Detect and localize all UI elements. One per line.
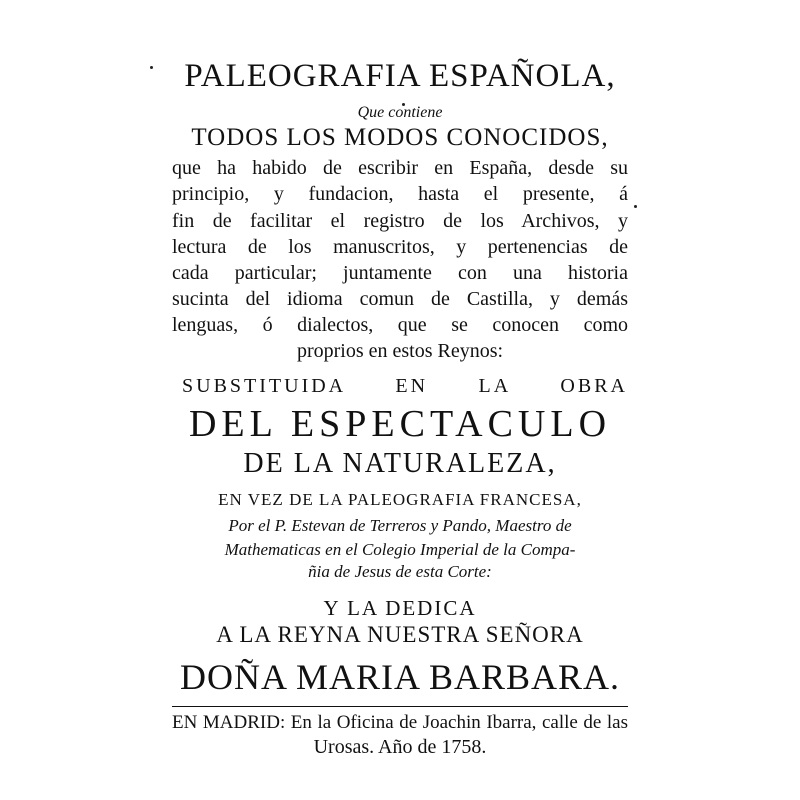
dedicatee-name: DOÑA MARIA BARBARA.	[179, 657, 621, 697]
substituida-line: SUBSTITUIDA EN LA OBRA	[182, 375, 628, 397]
espectaculo-line: DEL ESPECTACULO	[188, 403, 612, 445]
dedication-line: Y LA DEDICA	[323, 596, 477, 620]
ink-speck	[634, 205, 637, 208]
naturaleza-line: DE LA NATURALEZA,	[243, 448, 557, 479]
subtitle-todos-los-modos: TODOS LOS MODOS CONOCIDOS,	[191, 124, 609, 151]
body-line: lectura de los manuscritos, y pertenencias de	[172, 236, 628, 258]
subtitle-que-contiene: Que contiene	[357, 104, 443, 121]
main-title: PALEOGRAFIA ESPAÑOLA,	[184, 58, 616, 94]
body-line: que ha habido de escribir en España, desde su	[172, 157, 628, 179]
body-line: fin de facilitar el registro de los Archivos, y	[172, 210, 628, 232]
body-line: principio, y fundacion, hasta el presente, á	[172, 183, 628, 205]
body-line: lenguas, ó dialectos, que se conocen como	[172, 314, 628, 336]
author-line: Mathematicas en el Colegio Imperial de la Compa-	[224, 540, 576, 559]
paleografia-francesa-line: EN VEZ DE LA PALEOGRAFIA FRANCESA,	[218, 490, 582, 509]
author-line: Por el P. Estevan de Terreros y Pando, Maestro de	[228, 516, 572, 535]
dedication-line: A LA REYNA NUESTRA SEÑORA	[216, 622, 584, 647]
body-line: sucinta del idioma comun de Castilla, y demás	[172, 288, 628, 310]
body-line: cada particular; juntamente con una historia	[172, 262, 628, 284]
imprint-rule	[172, 706, 628, 707]
imprint-line: EN MADRID: En la Oficina de Joachin Ibarra, calle de las	[172, 712, 628, 733]
author-line: ñia de Jesus de esta Corte:	[308, 562, 492, 581]
body-line: proprios en estos Reynos:	[296, 340, 504, 362]
imprint-line: Urosas. Año de 1758.	[313, 736, 487, 758]
